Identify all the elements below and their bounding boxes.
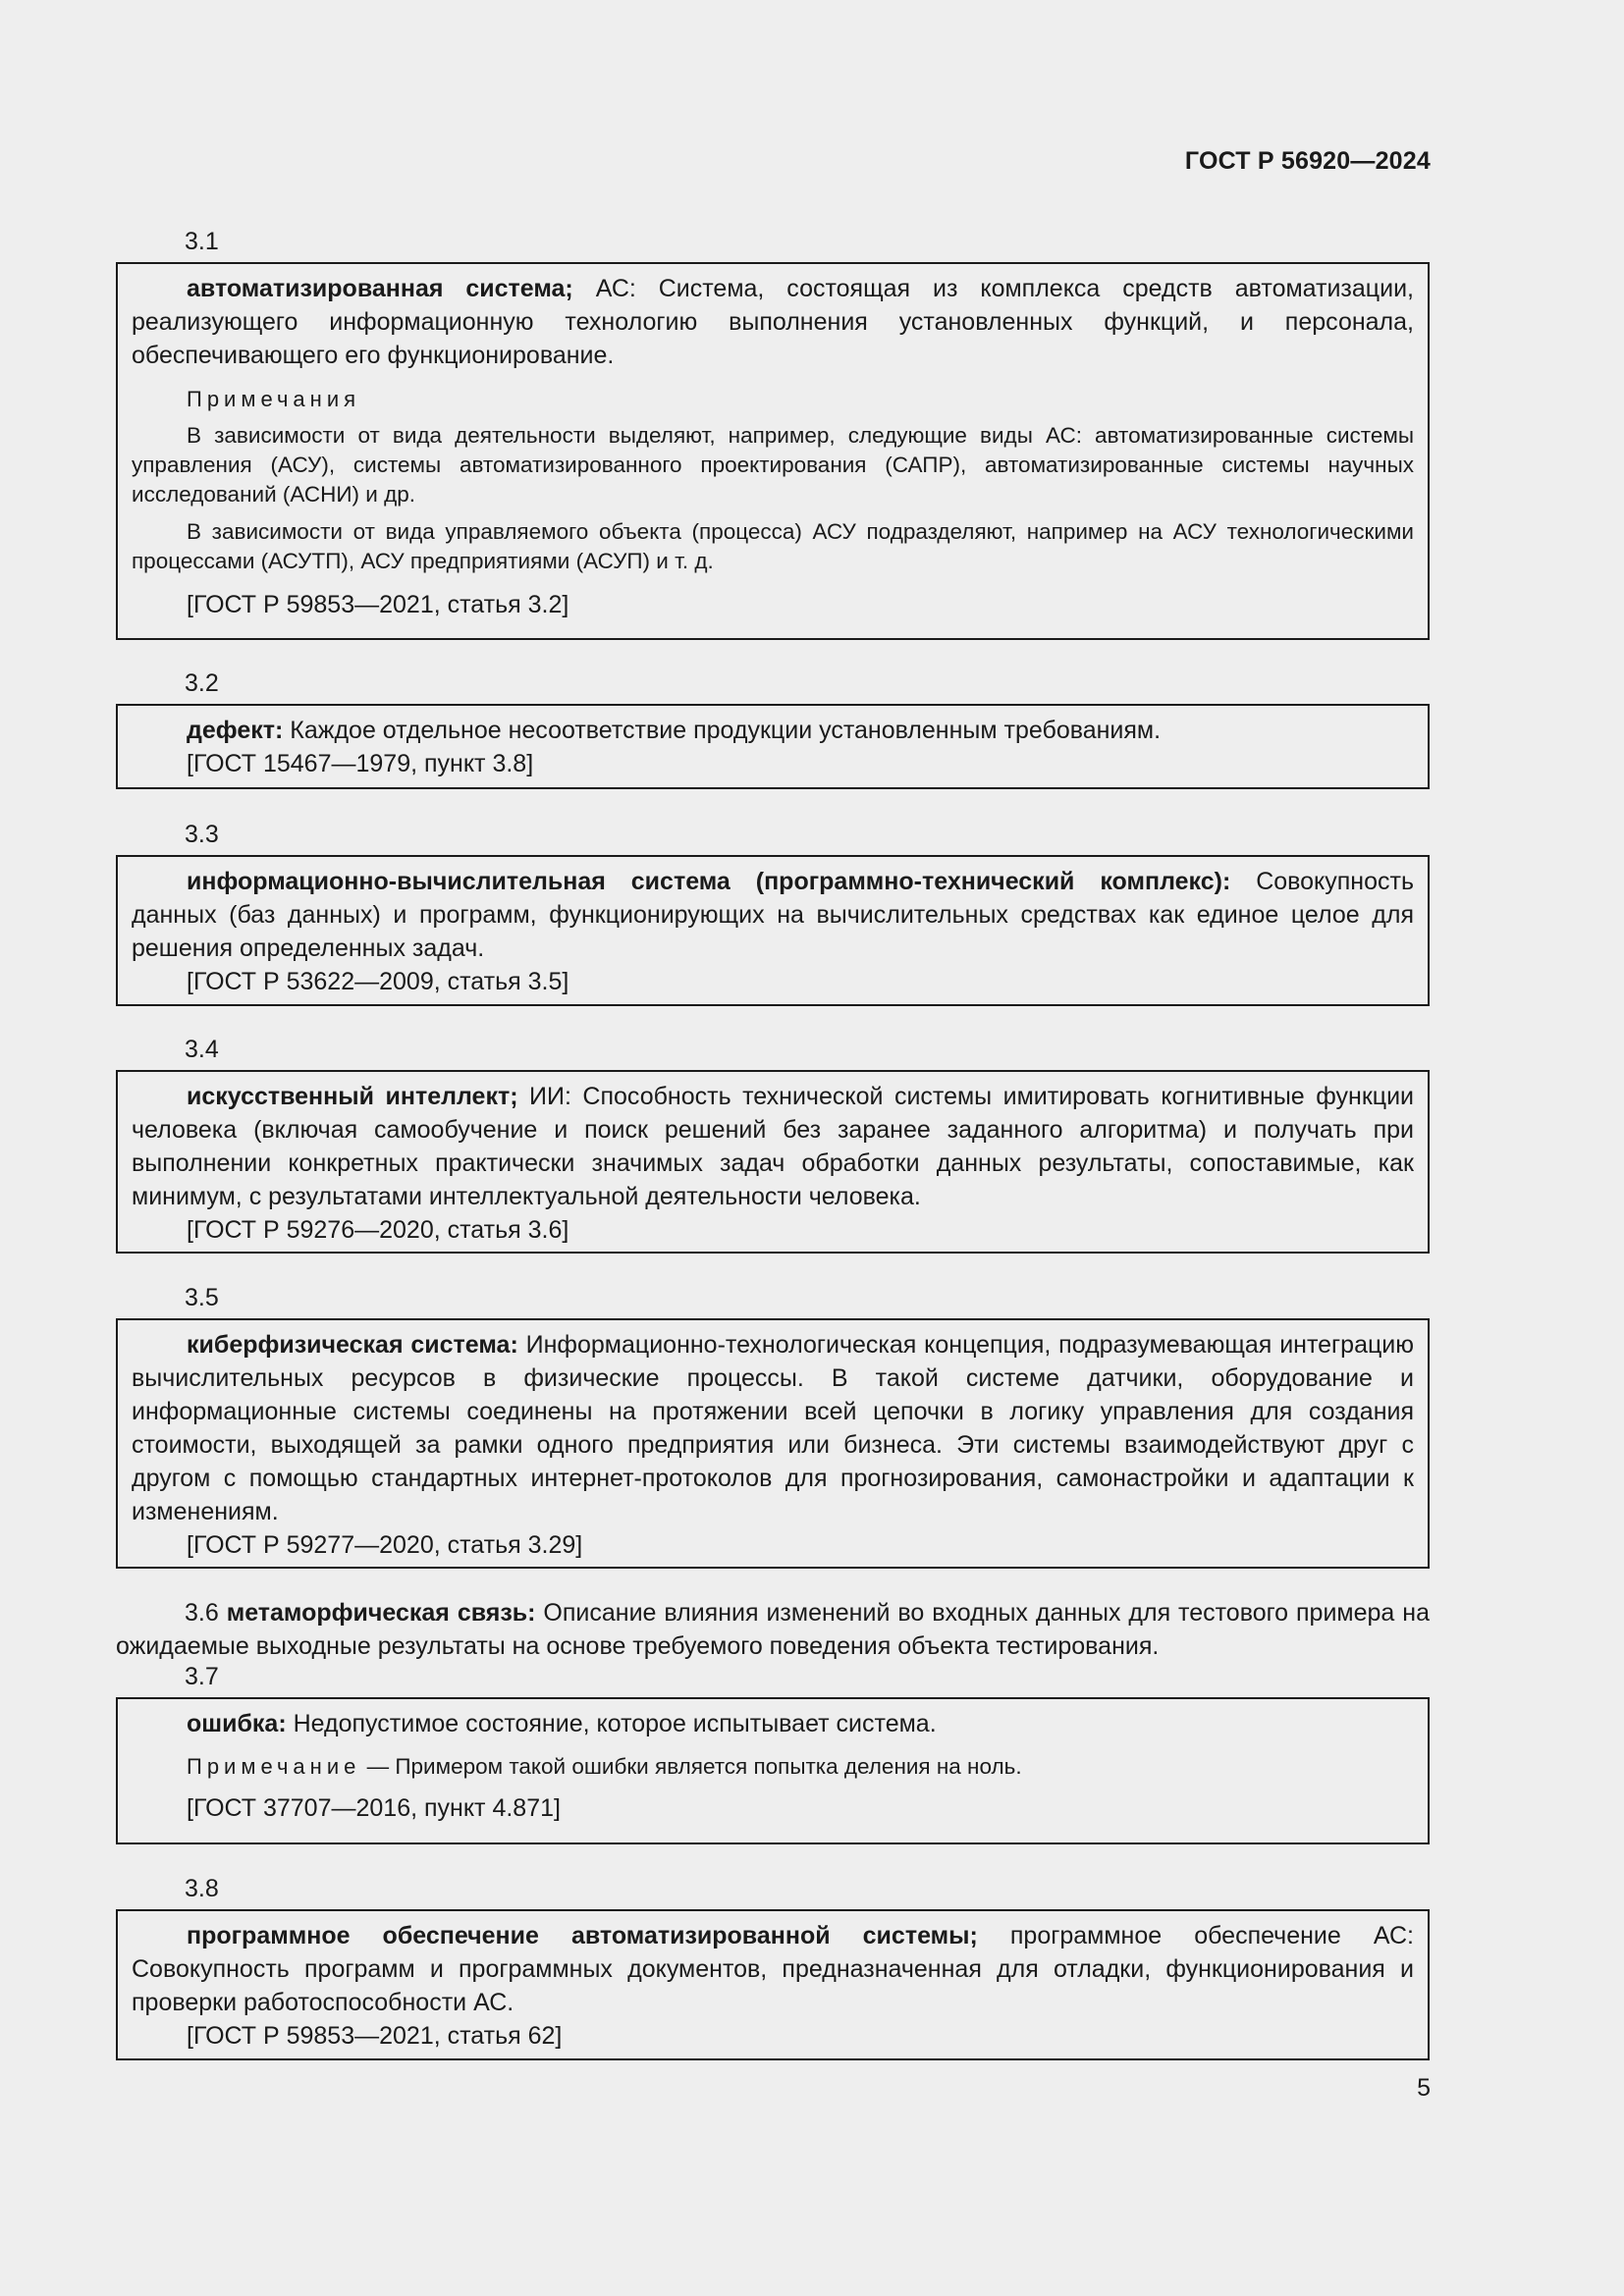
definition-text: Информационно-технологическая концепция, подразумевающая интеграцию вычислительных ресурсов в физические процессы. В такой системе датчики, оборудование и информационные системы соединены на протяжении всей цепочки в логику управления для создания стоимости, выходящей за рамки одного предприятия или бизнеса. Эти системы взаимодействуют друг с другом с помощью стандартных интернет-протоколов для прогнозирования, самонастройки и адаптации к изменениям. bbox=[132, 1331, 1414, 1525]
source-reference: [ГОСТ Р 59276—2020, статья 3.6] bbox=[187, 1216, 569, 1244]
definition-paragraph bbox=[132, 1080, 1414, 1213]
definition-box-3-8 bbox=[116, 1909, 1430, 2060]
term: ошибка: bbox=[187, 1710, 287, 1737]
definition-box-3-5 bbox=[116, 1318, 1430, 1569]
source-reference: [ГОСТ 37707—2016, пункт 4.871] bbox=[187, 1794, 561, 1822]
term: искусственный интеллект; bbox=[187, 1083, 518, 1110]
note-2: В зависимости от вида управляемого объекта (процесса) АСУ подразделяют, например на АСУ технологическими процессами (АСУТП), АСУ предприятиями (АСУП) и т. д. bbox=[132, 519, 1414, 573]
note-heading: Примечание bbox=[187, 1754, 361, 1779]
source-reference: [ГОСТ 15467—1979, пункт 3.8] bbox=[187, 750, 534, 777]
definition-paragraph bbox=[132, 865, 1414, 965]
definition-text: ИИ: Способность технической системы имитировать когнитивные функции человека (включая самообучение и поиск решений без заранее заданного алгоритма) и получать при выполнении конкретных практически значимых задач обработки данных результаты, сопоставимые, как минимум, с результатами интеллектуальной деятельности человека. bbox=[132, 1083, 1414, 1210]
section-number: 3.5 bbox=[185, 1284, 219, 1311]
definition-text: Совокупность данных (баз данных) и программ, функционирующих на вычислительных средствах как единое целое для решения определенных задач. bbox=[132, 868, 1414, 962]
section-number: 3.8 bbox=[185, 1875, 219, 1902]
section-number: 3.2 bbox=[185, 669, 219, 697]
term: метаморфическая связь: bbox=[226, 1599, 536, 1627]
definition-paragraph bbox=[132, 1707, 1414, 1740]
definition-box-3-1 bbox=[116, 262, 1430, 640]
definition-box-3-7 bbox=[116, 1697, 1430, 1844]
section-number: 3.4 bbox=[185, 1036, 219, 1063]
section-number: 3.1 bbox=[185, 228, 219, 255]
definition-paragraph-3-6 bbox=[116, 1596, 1430, 1663]
term: киберфизическая система: bbox=[187, 1331, 518, 1359]
definition-paragraph bbox=[132, 1328, 1414, 1528]
definition-paragraph bbox=[132, 714, 1414, 747]
note bbox=[187, 1752, 1414, 1782]
source-reference: [ГОСТ Р 59277—2020, статья 3.29] bbox=[187, 1531, 583, 1559]
definition-paragraph bbox=[132, 1919, 1414, 2019]
notes-heading: Примечания bbox=[187, 387, 361, 411]
section-number: 3.6 bbox=[185, 1599, 219, 1627]
definition-text: Каждое отдельное несоответствие продукции установленным требованиям. bbox=[283, 717, 1162, 744]
source-reference: [ГОСТ Р 53622—2009, статья 3.5] bbox=[187, 968, 569, 995]
document-header: ГОСТ Р 56920—2024 bbox=[1184, 147, 1431, 175]
note-1: В зависимости от вида деятельности выделяют, например, следующие виды АС: автоматизированные системы управления (АСУ), системы автоматизированного проектирования (САПР), автоматизированные системы научных исследований (АСНИ) и др. bbox=[132, 423, 1414, 507]
page-number: 5 bbox=[1417, 2074, 1431, 2102]
definition-text: Описание влияния изменений во входных данных для тестового примера на ожидаемые выходные результаты на основе требуемого поведения объекта тестирования. bbox=[116, 1599, 1430, 1660]
source-reference: [ГОСТ Р 59853—2021, статья 62] bbox=[187, 2022, 563, 2050]
term: дефект: bbox=[187, 717, 284, 744]
definition-box-3-3 bbox=[116, 855, 1430, 1006]
definition-box-3-4 bbox=[116, 1070, 1430, 1254]
definition-paragraph bbox=[132, 272, 1414, 372]
note-text: — Примером такой ошибки является попытка деления на ноль. bbox=[360, 1754, 1022, 1779]
source-reference: [ГОСТ Р 59853—2021, статья 3.2] bbox=[187, 591, 569, 618]
section-number: 3.7 bbox=[185, 1663, 219, 1690]
term: автоматизированная система; bbox=[187, 275, 573, 302]
definition-text: АС: Система, состоящая из комплекса средств автоматизации, реализующего информационную технологию выполнения установленных функций, и персонала, обеспечивающего его функционирование. bbox=[132, 275, 1414, 369]
term: информационно-вычислительная система (программно-технический комплекс): bbox=[187, 868, 1231, 895]
term: программное обеспечение автоматизированной системы; bbox=[187, 1922, 978, 1949]
section-number: 3.3 bbox=[185, 821, 219, 848]
definition-text: программное обеспечение АС: Совокупность программ и программных документов, предназначенная для отладки, функционирования и проверки работоспособности АС. bbox=[132, 1922, 1414, 2016]
definition-text: Недопустимое состояние, которое испытывает система. bbox=[286, 1710, 937, 1737]
definition-box-3-2 bbox=[116, 704, 1430, 789]
